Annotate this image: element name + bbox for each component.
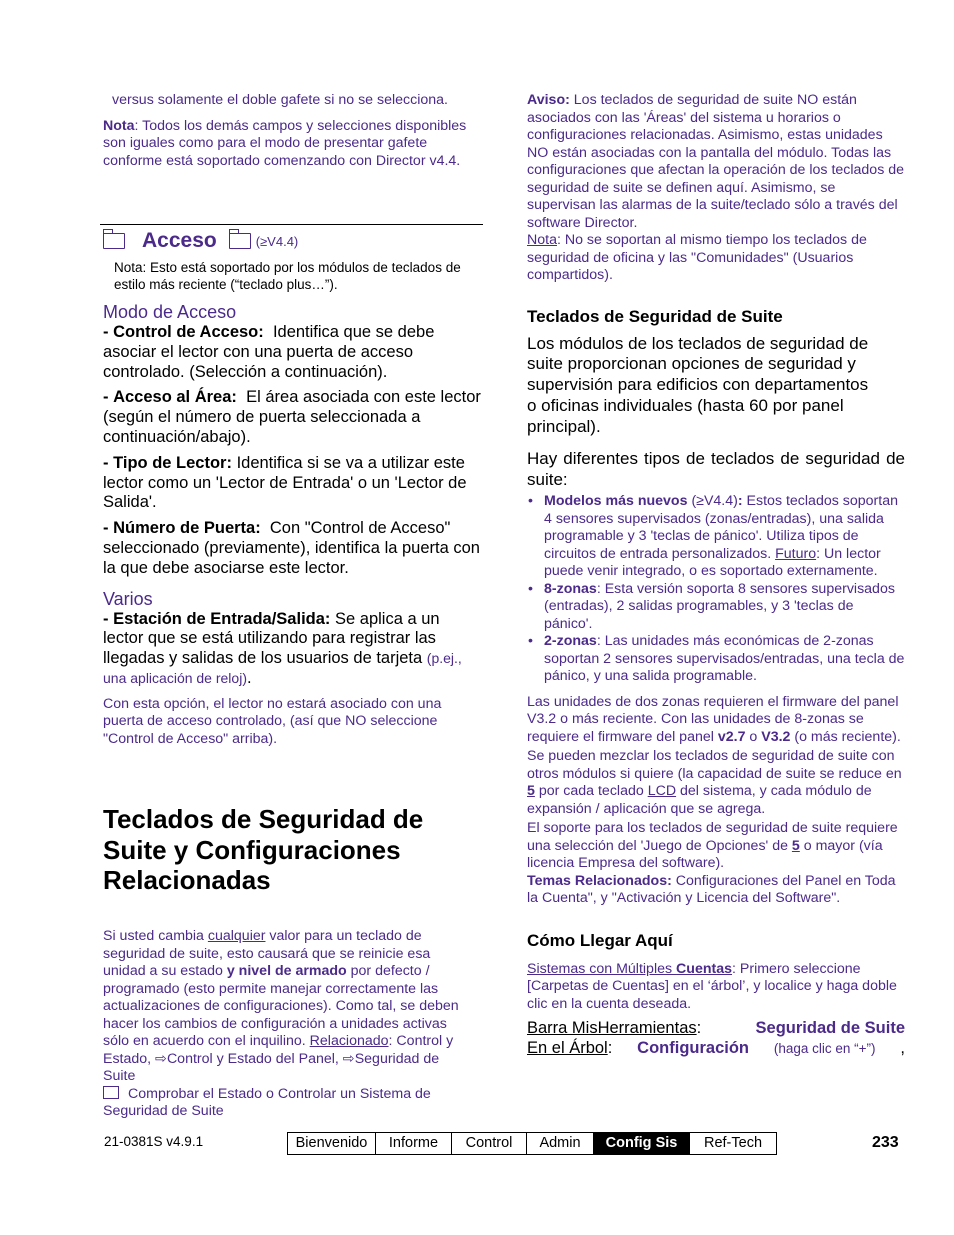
support-text: El soporte para los teclados de seguridad de suite requiere una selección del 'Juego de Opciones' de: [527, 820, 898, 854]
acceso-title: Acceso: [142, 229, 217, 252]
footer-tabs: [287, 1132, 777, 1155]
bullet-label: 2-zonas: [544, 633, 597, 650]
tab-ref-tech[interactable]: Ref-Tech: [703, 1135, 763, 1151]
fw-text: Las unidades de dos zonas requieren el firmware del panel V3.2 o más reciente. Con las unidades de 8-zonas se requiere el firmware del panel: [527, 693, 899, 745]
arbol-hint: (haga clic en “+”): [773, 1041, 876, 1057]
item-label: Control de Acceso:: [113, 323, 264, 341]
bullet-label: 8-zonas: [544, 580, 597, 597]
item-label: Acceso al Área:: [113, 388, 237, 407]
list-item: [544, 633, 905, 686]
mix-paragraph: [527, 748, 905, 818]
book-icon: [103, 1086, 119, 1099]
item-text: Identifica que se debe asociar el lector con una puerta de acceso controlado. (Selección a continuación).: [103, 323, 435, 381]
list-item: [544, 493, 905, 581]
acceso-heading: [103, 229, 483, 253]
item-label: Número de Puerta:: [113, 519, 261, 538]
item-text: El área asociada con este lector (según el número de puerta seleccionada a continuación/abajo).: [103, 388, 481, 446]
acceso-version: (≥V4.4): [255, 233, 299, 249]
temas-text[interactable]: Configuraciones del Panel en Toda la Cuenta", y "Activación y Licencia del Software".: [527, 872, 896, 907]
fw-text: o: [745, 728, 762, 745]
bullet-label: Modelos más nuevos: [544, 493, 688, 510]
right-column: [527, 92, 905, 1059]
section-divider: [100, 224, 483, 225]
fw-version: v2.7: [717, 728, 746, 745]
list-item: [544, 581, 905, 634]
como-heading: Cómo Llegar Aquí: [527, 930, 673, 950]
bullet-colon: :: [596, 580, 601, 597]
tab-admin[interactable]: Admin: [527, 1133, 594, 1154]
mix-text: Se pueden mezclar los teclados de seguridad de suite con otros módulos si quiere (la capacidad de suite se reduce en: [527, 748, 902, 782]
mix-5-link[interactable]: 5: [527, 783, 535, 800]
nota-link[interactable]: Nota: [527, 232, 557, 248]
temas-label: Temas Relacionados:: [527, 872, 672, 889]
modo-section: [103, 302, 483, 748]
book-link[interactable]: Comprobar el Estado o Controlar un Sistema de Seguridad de Suite: [103, 1085, 431, 1119]
mix-text: por cada teclado: [534, 783, 648, 800]
varios-text: Se aplica a un lector que se está utilizando para registrar las llegadas y salidas de los usuarios de tarjeta: [103, 609, 440, 668]
bullet-version: (≥V4.4): [687, 493, 738, 510]
varios-note: Con esta opción, el lector no estará asociado con una puerta de acceso controlado, (así que NO seleccione "Control de Acceso" arriba).: [103, 695, 442, 747]
varios-label: Estación de Entrada/Salida:: [113, 609, 331, 628]
intro-paragraph: [103, 928, 473, 1086]
item-tipo-lector: - Tipo de Lector: Identifica si se va a utilizar este lector como un 'Lector de Entrada' o un 'Lector de Salida'.: [103, 453, 467, 512]
acceso-note: Nota: Esto está soportado por los módulos de teclados de estilo más reciente (“teclado plus…”).: [114, 260, 461, 292]
para-text: por defecto / programado (esto permite manejar correctamente las actualizaciones de configuraciones). Como tal, se deben hacer los cambios de configuración a unidades activas sólo en acuerdo con el inquilino.: [103, 963, 459, 1049]
barra-line: Barra MisHerramientas: Seguridad de Suite: [527, 1019, 905, 1038]
cuentas-link[interactable]: Cuentas: [676, 960, 733, 977]
varios-end: .: [246, 668, 252, 687]
bullet-text: Estos teclados soportan 4 sensores supervisados (zonas/entradas), una salida programable y 3 'teclas de pánico'. Utiliza tipos de circuitos de entrada personalizados.: [544, 493, 898, 562]
nota-paragraph-right: [527, 232, 905, 285]
item-text: Identifica si se va a utilizar este lector como un 'Lector de Entrada' o un 'Lector de Salida'.: [103, 453, 467, 512]
intro-paragraph-section: [103, 928, 473, 1121]
arbol-value[interactable]: Configuración: [637, 1039, 749, 1058]
aviso-label: Aviso:: [527, 92, 570, 108]
para-bold: y nivel de armado: [226, 963, 347, 979]
relacionado-link[interactable]: Relacionado: [309, 1033, 389, 1049]
temas-paragraph: [527, 873, 905, 908]
teclados-p1: Los módulos de los teclados de seguridad de suite proporcionan opciones de seguridad y supervisión para edificios con departamentos o oficinas individuales (hasta 60 por panel principal).: [527, 333, 869, 436]
varios-small: (p.ej., una aplicación de reloj): [103, 650, 462, 686]
varios-heading: Varios: [103, 588, 153, 609]
item-acceso-area: - Acceso al Área: El área asociada con este lector (según el número de puerta seleccionada a continuación/abajo).: [103, 388, 481, 446]
support-5-link[interactable]: 5: [791, 837, 800, 854]
intro-continued: versus solamente el doble gafete si no se selecciona.: [112, 92, 448, 108]
barra-value[interactable]: Seguridad de Suite: [755, 1019, 905, 1038]
arbol-end: ,: [900, 1039, 905, 1058]
big-title-section: [103, 804, 463, 896]
bullet-text: : Un lector puede venir integrado, o es soportado externamente.: [544, 545, 881, 580]
support-paragraph: [527, 820, 905, 873]
varios-paragraph: - Estación de Entrada/Salida: Se aplica a un lector que se está utilizando para registrar las llegadas y salidas de los usuarios de tarjeta (p.ej., una aplicación de reloj).: [103, 609, 462, 687]
para-text: valor para un teclado de seguridad de suite, esto causará que se reinicie esa unidad a su estado: [103, 928, 431, 979]
teclados-heading: Teclados de Seguridad de Suite: [527, 306, 783, 326]
nota-paragraph: [103, 118, 483, 171]
item-label: Tipo de Lector:: [113, 453, 232, 472]
doc-id: 21-0381S v4.9.1: [104, 1134, 204, 1149]
bullet-colon: :: [596, 633, 601, 650]
lcd-link[interactable]: LCD: [647, 783, 677, 800]
left-column: [103, 92, 483, 170]
keypad-types-list: [527, 493, 905, 686]
fw-text: (o más reciente).: [790, 728, 901, 745]
item-numero-puerta: - Número de Puerta: Con "Control de Acceso" seleccionado (previamente), identifica la puerta con la que debe asociarse este lector.: [103, 519, 480, 577]
sistemas-link[interactable]: Sistemas con Múltiples: [527, 960, 677, 977]
nota-text: : Todos los demás campos y selecciones disponibles son iguales como para el modo de presentar gafete conforme está soportado comenzando con Director v4.4.: [103, 117, 467, 169]
nota-label: Nota: [103, 117, 135, 134]
arbol-line: En el Árbol: Configuración (haga clic en “+”) ,: [527, 1039, 905, 1058]
arbol-label: En el Árbol: [527, 1039, 608, 1058]
futuro-link[interactable]: Futuro: [775, 545, 817, 562]
folder-icon: [229, 233, 251, 249]
bullet-colon: :: [737, 493, 743, 510]
nota-text: : No se soportan al mismo tiempo los teclados de seguridad de oficina y las "Comunidades" (Usuarios compartidos).: [527, 232, 867, 283]
modo-heading: Modo de Acceso: [103, 302, 237, 322]
book-reference[interactable]: [103, 1086, 473, 1121]
tab-informe[interactable]: Informe: [376, 1133, 452, 1154]
mix-text: del sistema, y cada módulo de expansión / aplicación que se agrega.: [527, 783, 872, 817]
firmware-paragraph: [527, 694, 905, 747]
support-text: o mayor (vía licencia Empresa del software).: [527, 837, 883, 872]
acceso-section: [103, 229, 483, 293]
item-control-acceso: - Control de Acceso: Identifica que se debe asociar el lector con una puerta de acceso controlado. (Selección a continuación).: [103, 323, 435, 381]
barra-label: Barra MisHerramientas: [527, 1019, 697, 1038]
aviso-text: Los teclados de seguridad de suite NO están asociados con las 'Áreas' del sistema u horarios o configuraciones relacionadas. Asimismo, estas unidades NO están asociadas con la pantalla del módulo. Todas las configuraciones que afectan la operación de los teclados de seguridad de suite se definen aquí. Asimismo, se supervisan las alarmas de la suite/teclado sólo a través del software Director.: [527, 92, 905, 231]
para-text: Si usted cambia: [103, 928, 208, 944]
aviso-paragraph: [527, 92, 905, 232]
page-title: Teclados de Seguridad de Suite y Configuraciones Relacionadas: [103, 804, 424, 895]
tab-bienvenido[interactable]: Bienvenido: [288, 1133, 376, 1154]
cualquier-link[interactable]: cualquier: [207, 928, 266, 944]
tab-config-sis[interactable]: Config Sis: [594, 1133, 690, 1154]
item-text: Con "Control de Acceso" seleccionado (previamente), identifica la puerta con la que debe asociarse este lector.: [103, 519, 480, 577]
teclados-p2: Hay diferentes tipos de teclados de seguridad de suite:: [527, 449, 905, 490]
related-links[interactable]: : Control y Estado, ⇨Control y Estado del Panel, ⇨Seguridad de Suite: [103, 1033, 454, 1084]
sistemas-text: : Primero seleccione [Carpetas de Cuentas] en el ‘árbol’, y localice y haga doble clic en la cuenta deseada.: [527, 960, 897, 1012]
tab-control[interactable]: Control: [452, 1133, 527, 1154]
bullet-text: Las unidades más económicas de 2-zonas soportan 2 sensores supervisados/entradas, una tecla de pánico, y una salida programable.: [544, 633, 905, 685]
fw-version: V3.2: [761, 728, 791, 745]
folder-icon: [103, 233, 125, 249]
page-number: 233: [872, 1134, 899, 1151]
sistemas-paragraph: [527, 961, 905, 1014]
bullet-text: Esta versión soporta 8 sensores supervisados (entradas), 2 salidas programables, y 3 'teclas de pánico'.: [544, 580, 895, 632]
